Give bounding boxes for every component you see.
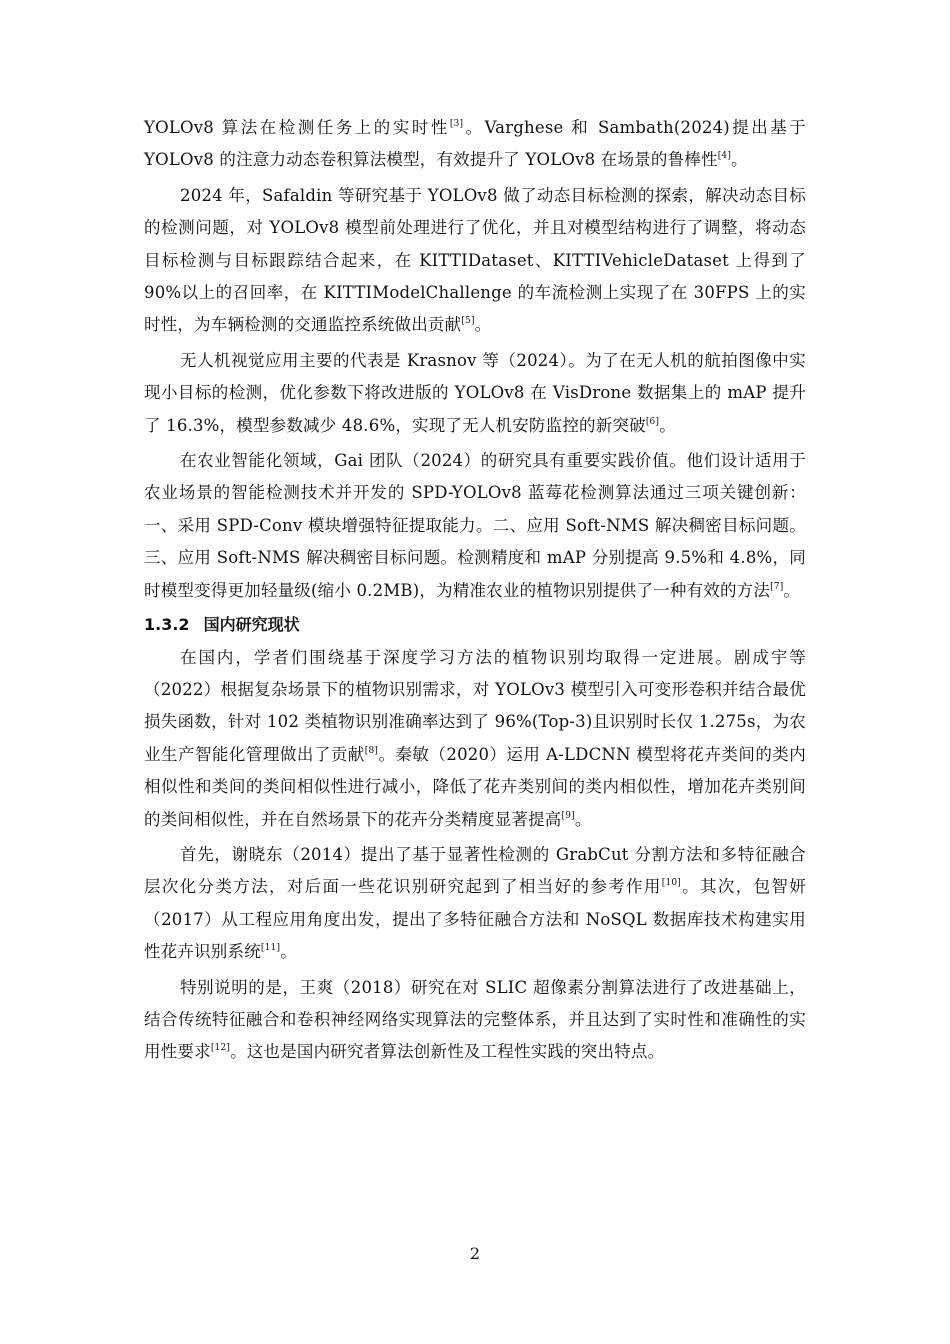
paragraph-text: 。 bbox=[280, 942, 297, 962]
paragraph-text: 首先，谢晓东（2014）提出了基于显著性检测的 GrabCut 分割方法和多特征融合层次化分类方法，对后面一些花识别研究起到了相当好的参考作用 bbox=[144, 844, 806, 897]
citation-ref: [4] bbox=[717, 151, 732, 162]
citation-ref: [8] bbox=[364, 745, 379, 756]
section-title: 国内研究现状 bbox=[203, 615, 300, 635]
body-block-1 bbox=[144, 112, 806, 607]
paragraph-p5 bbox=[144, 642, 806, 836]
paragraph-p2 bbox=[144, 180, 806, 342]
citation-ref: [10] bbox=[661, 878, 682, 889]
citation-ref: [6] bbox=[645, 416, 660, 427]
paragraph-text: 。这也是国内研究者算法创新性及工程性实践的突出特点。 bbox=[230, 1042, 665, 1062]
paragraph-text: 。 bbox=[731, 150, 748, 170]
paragraph-text: 。 bbox=[474, 315, 492, 335]
paragraph-p1 bbox=[144, 112, 806, 177]
paragraph-text: 。 bbox=[783, 580, 801, 600]
paragraph-text: 。秦敏（2020）运用 A-LDCNN 模型将花卉类间的类内相似性和类间的类间相似性进行减小，降低了花卉类别间的类内相似性，增加花卉类别间的类间相似性，并在自然场景下的花卉分类精度显著提高 bbox=[144, 744, 806, 829]
paragraph-p6 bbox=[144, 839, 806, 969]
section-heading bbox=[144, 609, 806, 641]
paragraph-p4 bbox=[144, 445, 806, 607]
document-page bbox=[144, 112, 806, 1069]
paragraph-text: 。 bbox=[659, 415, 676, 435]
citation-ref: [12] bbox=[210, 1043, 231, 1054]
paragraph-text: 。Varghese 和 Sambath(2024)提出基于 YOLOv8 的注意力动态卷积算法模型，有效提升了 YOLOv8 在场景的鲁棒性 bbox=[144, 118, 806, 170]
citation-ref: [7] bbox=[770, 581, 784, 592]
paragraph-text: 特别说明的是，王爽（2018）研究在对 SLIC 超像素分割算法进行了改进基础上，结合传统特征融合和卷积神经网络实现算法的完整体系，并且达到了实时性和准确性的实用性要求 bbox=[144, 977, 806, 1062]
page-number: 2 bbox=[469, 1244, 481, 1263]
paragraph-text: YOLOv8 算法在检测任务上的实时性 bbox=[144, 118, 450, 137]
paragraph-text: 。 bbox=[574, 809, 592, 829]
paragraph-text: 无人机视觉应用主要的代表是 Krasnov 等（2024）。为了在无人机的航拍图像中实现小目标的检测，优化参数下将改进版的 YOLOv8 在 VisDrone 数据集上的 mAP 提升了 16.3%，模型参数减少 48.6%，实现了无人机安防监控的新突破 bbox=[144, 350, 806, 435]
paragraph-text: 。其次，包智妍（2017）从工程应用角度出发，提出了多特征融合方法和 NoSQL 数据库技术构建实用性花卉识别系统 bbox=[144, 877, 806, 962]
paragraph-p3 bbox=[144, 345, 806, 442]
paragraph-text: 2024 年，Safaldin 等研究基于 YOLOv8 做了动态目标检测的探索，解决动态目标的检测问题，对 YOLOv8 模型前处理进行了优化，并且对模型结构进行了调整，将动态目标检测与目标跟踪结合起来，在 KITTIDataset、KITTIVehicleDataset 上得到了 90%以上的召回率，在 KITTIModelChallenge 的车流检测上实现了在 30FPS 上的实时性，为车辆检测的交通监控系统做出贡献 bbox=[144, 185, 806, 335]
citation-ref: [9] bbox=[561, 810, 575, 821]
citation-ref: [11] bbox=[260, 943, 281, 954]
citation-ref: [3] bbox=[449, 119, 464, 129]
paragraph-text: 在农业智能化领域，Gai 团队（2024）的研究具有重要实践价值。他们设计适用于农业场景的智能检测技术并开发的 SPD-YOLOv8 蓝莓花检测算法通过三项关键创新：一、采用 SPD-Conv 模块增强特征提取能力。二、应用 Soft-NMS 解决稠密目标问题。三、应用 Soft-NMS 解决稠密目标问题。检测精度和 mAP 分别提高 9.5%和 4.8%，同时模型变得更加轻量级(缩小 0.2MB)，为精准农业的植物识别提供了一种有效的方法 bbox=[144, 451, 806, 600]
paragraph-p7 bbox=[144, 972, 806, 1069]
body-block-2 bbox=[144, 642, 806, 1069]
paragraph-text: 在国内，学者们围绕基于深度学习方法的植物识别均取得一定进展。剧成宇等（2022）根据复杂场景下的植物识别需求，对 YOLOv3 模型引入可变形卷积并结合最优损失函数，针对 102 类植物识别准确率达到了 96%(Top-3)且识别时长仅 1.275s，为农业生产智能化管理做出了贡献 bbox=[144, 647, 806, 764]
section-number: 1.3.2 bbox=[144, 615, 190, 635]
citation-ref: [5] bbox=[461, 316, 475, 327]
